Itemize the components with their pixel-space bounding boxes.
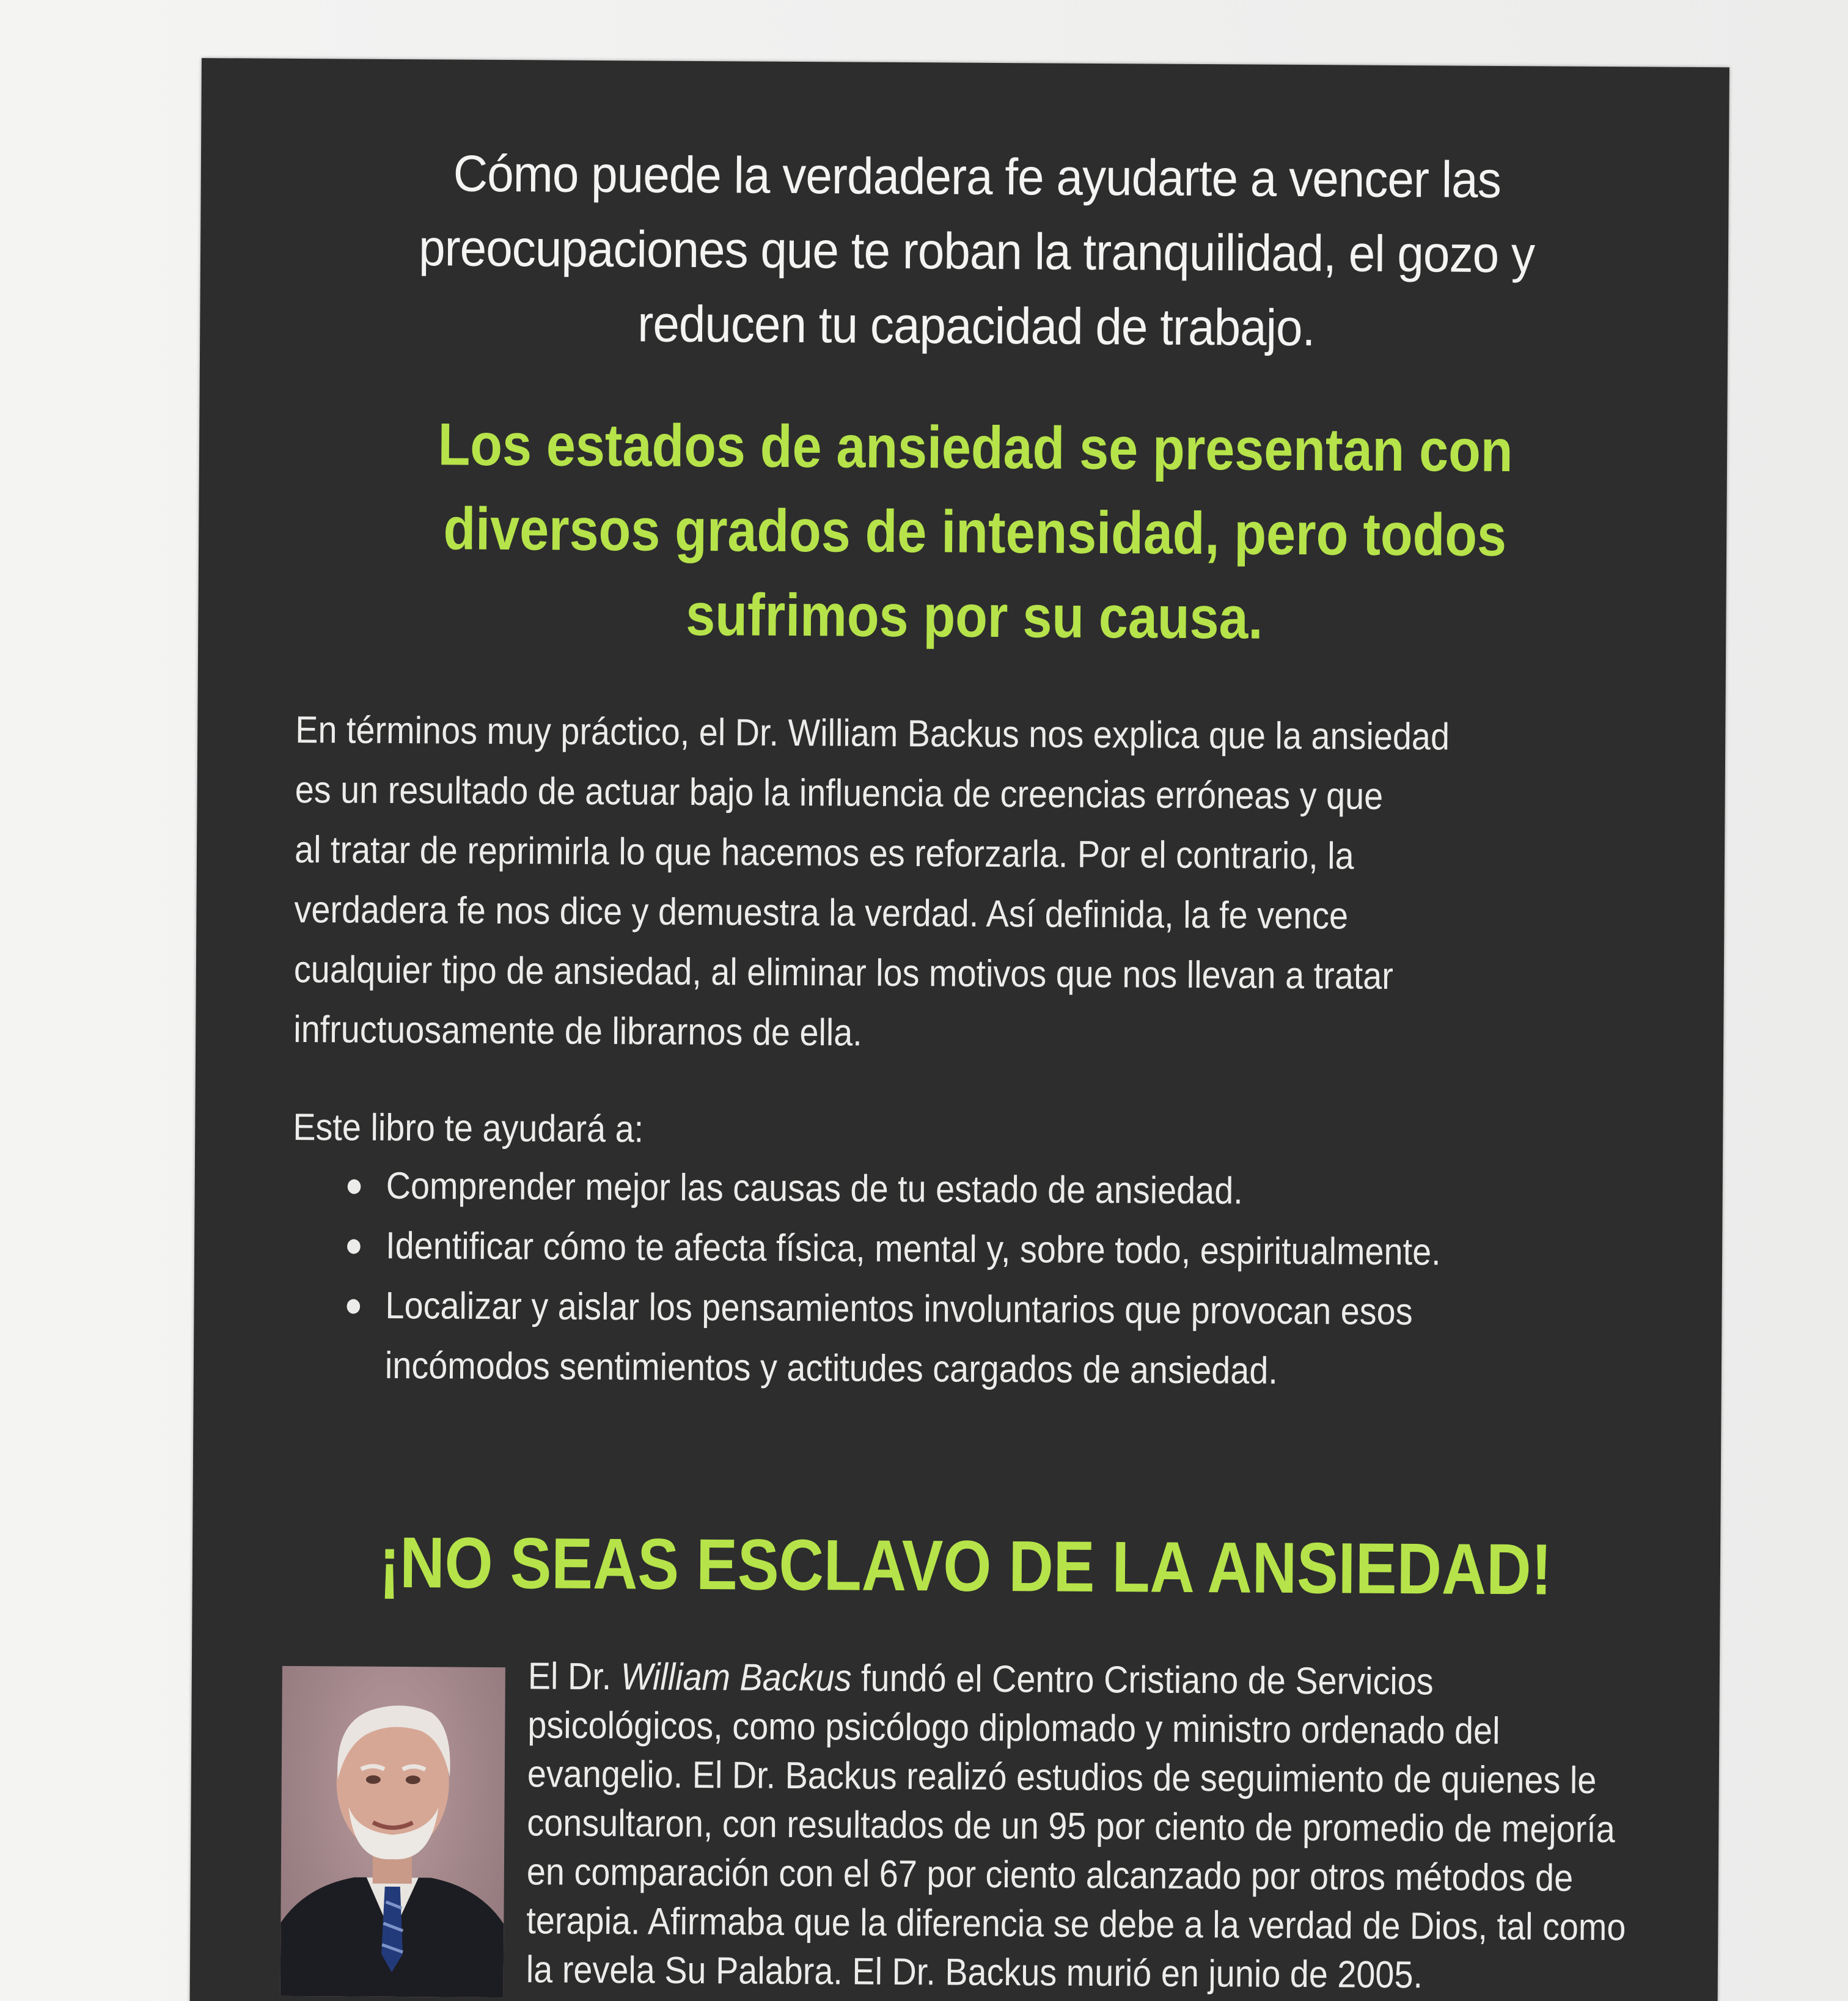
bio-line: consultaron, con resultados de un 95 por ciento de promedio de mejoría [527, 1802, 1616, 1851]
list-item-text: Identificar cómo te afecta física, mental y, sobre todo, espiritualmente. [385, 1224, 1441, 1274]
bio-line: la revela Su Palabra. El Dr. Backus murió en junio de 2005. [526, 1948, 1423, 1997]
author-portrait-icon [280, 1666, 505, 1997]
list-item [347, 1216, 1602, 1283]
author-name: William Backus [620, 1656, 852, 1700]
author-photo [280, 1666, 505, 1997]
bio-line1-rest: fundó el Centro Cristiano de Servicios [851, 1657, 1434, 1703]
list-item-text-continued: incómodos sentimientos y actitudes cargados de ansiedad. [384, 1344, 1278, 1392]
author-bio [526, 1652, 1678, 2001]
intro-line: reducen tu capacidad de trabajo. [637, 295, 1315, 357]
benefits-intro: Este libro te ayudará a: [293, 1106, 644, 1151]
headline [398, 402, 1551, 661]
description-line: infructuosamente de librarnos de ella. [293, 1008, 863, 1054]
list-item-text: Comprender mejor las causas de tu estado de ansiedad. [386, 1164, 1243, 1213]
bio-line [528, 1652, 1678, 1708]
headline-line: Los estados de ansiedad se presentan con [438, 410, 1513, 485]
description-line: al tratar de reprimirla lo que hacemos es reforzarla. Por el contrario, la [294, 828, 1354, 878]
bio-line: psicológicos, como psicólogo diplomado y ministro ordenado del [527, 1704, 1500, 1753]
bullet-icon [347, 1239, 361, 1254]
bio-prefix: El Dr. [527, 1655, 621, 1698]
list-item-text: Localizar y aislar los pensamientos involuntarios que provocan esos [385, 1284, 1413, 1334]
bullet-icon [348, 1179, 361, 1194]
headline-line: sufrimos por su causa. [686, 580, 1263, 652]
description-line: verdadera fe nos dice y demuestra la verdad. Así definida, la fe vence [294, 888, 1349, 938]
slogan: ¡NO SEAS ESCLAVO DE LA ANSIEDAD! [379, 1522, 1552, 1610]
bio-line: en comparación con el 67 por ciento alcanzado por otros métodos de [526, 1851, 1574, 1900]
book-back-cover [189, 58, 1729, 2001]
bullet-icon [346, 1299, 360, 1313]
description-line: cualquier tipo de ansiedad, al eliminar los motivos que nos llevan a tratar [293, 948, 1394, 997]
intro-line: Cómo puede la verdadera fe ayudarte a vencer las [453, 144, 1502, 208]
intro-line: preocupaciones que te roban la tranquilidad, el gozo y [418, 219, 1535, 284]
list-item [347, 1156, 1602, 1224]
headline-line: diversos grados de intensidad, pero todos [443, 494, 1507, 569]
list-item [346, 1276, 1601, 1403]
description-line: En términos muy práctico, el Dr. William Backus nos explica que la ansiedad [295, 708, 1450, 758]
description-line: es un resultado de actuar bajo la influencia de creencias erróneas y que [295, 768, 1384, 818]
intro-paragraph [368, 136, 1585, 367]
bio-line: terapia. Afirmaba que la diferencia se debe a la verdad de Dios, tal como [526, 1900, 1626, 1949]
description-paragraph [293, 700, 1506, 1067]
benefits-list [346, 1156, 1602, 1403]
bio-line: evangelio. El Dr. Backus realizó estudios de seguimiento de quienes le [527, 1753, 1597, 1802]
